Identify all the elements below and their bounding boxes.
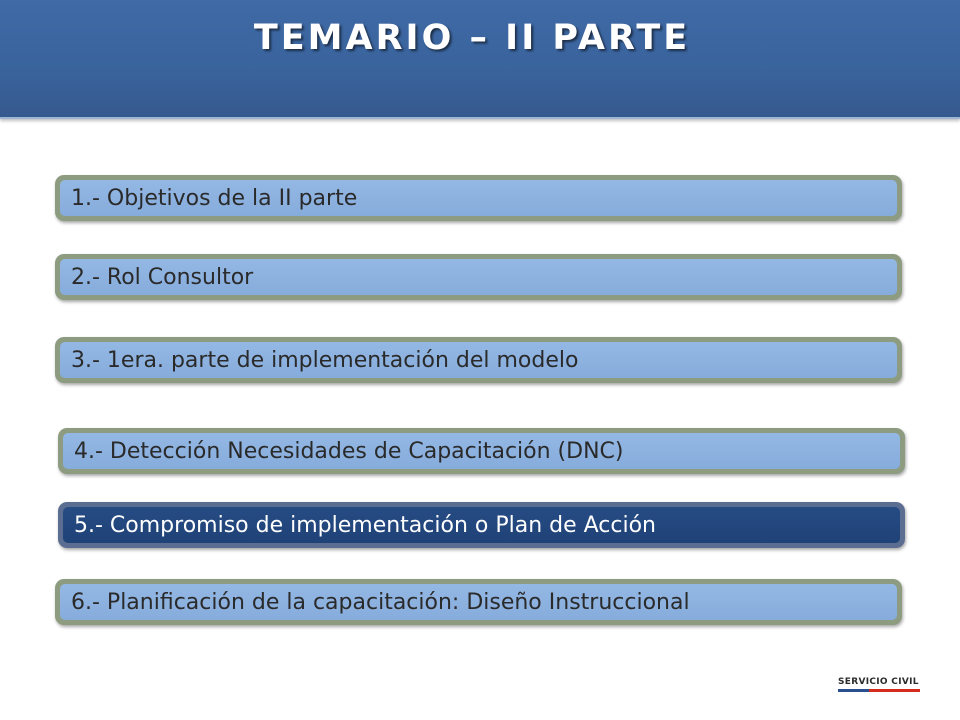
- agenda-item-4: [58, 428, 905, 474]
- agenda-item-1: [55, 175, 902, 221]
- agenda-item-2: [55, 254, 902, 300]
- agenda-item-label: 1.- Objetivos de la II parte: [60, 180, 897, 216]
- agenda-item-label: 4.- Detección Necesidades de Capacitación (DNC): [63, 433, 900, 469]
- logo-flag-bar: [838, 689, 920, 692]
- agenda-item-6: [55, 579, 902, 625]
- servicio-civil-logo: [838, 677, 920, 692]
- logo-bar-blue: [838, 689, 869, 692]
- agenda-item-label: 3.- 1era. parte de implementación del modelo: [60, 342, 897, 378]
- slide-title: TEMARIO – II PARTE: [253, 18, 691, 58]
- slide-header: [0, 0, 960, 119]
- logo-bar-red: [869, 689, 920, 692]
- agenda-item-5: [58, 502, 905, 548]
- agenda-item-label: 2.- Rol Consultor: [60, 259, 897, 295]
- logo-text: SERVICIO CIVIL: [838, 677, 919, 687]
- agenda-item-label: 5.- Compromiso de implementación o Plan de Acción: [63, 507, 900, 543]
- agenda-item-label: 6.- Planificación de la capacitación: Diseño Instruccional: [60, 584, 897, 620]
- agenda-item-3: [55, 337, 902, 383]
